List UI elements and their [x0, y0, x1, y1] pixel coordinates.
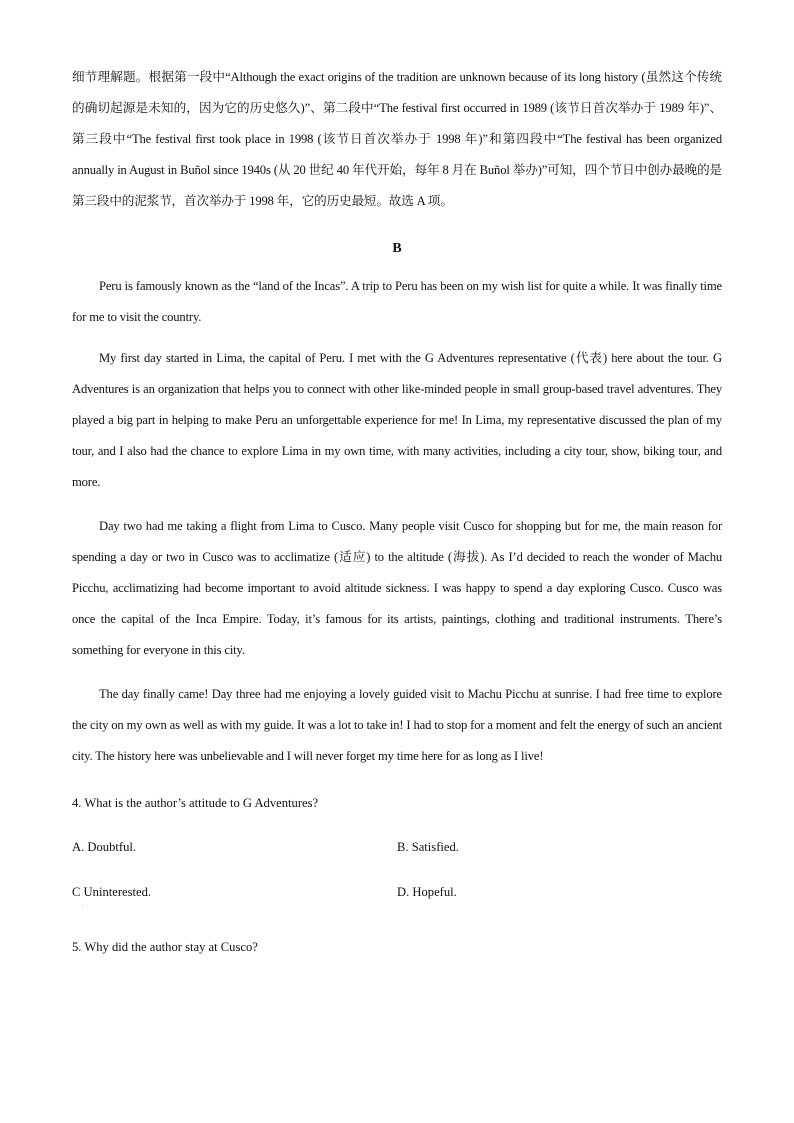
option-c[interactable]: C Uninterested.	[72, 885, 152, 899]
option-a[interactable]: A. Doubtful.	[72, 840, 137, 854]
section-heading: B	[392, 241, 402, 256]
answer-analysis: 细节理解题。根据第一段中“Although the exact origins of the tradition are unknown because of its long history (虽然这个传统的确切起源是未知的，因为它的历史悠久)”、第二段中“The festival first occurred in 1989 (该节日首次举办于 1989 年)”、第三段中“The festival first took place in 1998 (该节日首次举办于 1998 年)”和第四段中“The festival has been organized annually in August in Buñol since 1940s (从 20 世纪 40 年代开始，每年 8 月在 Buñol 举办)”可知，四个节日中创办最晚的是第三段中的泥浆节，首次举办于 1998 年，它的历史最短。故选 A 项。	[72, 70, 722, 208]
question-4-options-row-1	[72, 837, 722, 857]
passage-paragraph-4: The day finally came! Day three had me enjoying a lovely guided visit to Machu Picchu at sunrise. I had free time to explore the city on my own as well as with my guide. It was a lot to take in! I had to stop for a moment and felt the energy of such an ancient city. The history here was unbelievable and I will never forget my time here for as long as I live!	[72, 687, 722, 763]
passage-paragraph-3: Day two had me taking a flight from Lima to Cusco. Many people visit Cusco for shopping but for me, the main reason for spending a day or two in Cusco was to acclimatize (适应) to the altitude (海拔). As I’d decided to reach the wonder of Machu Picchu, acclimatizing had become important to avoid altitude sickness. I was happy to spend a day exploring Cusco. Cusco was once the capital of the Inca Empire. Today, it’s famous for its artists, paintings, clothing and traditional instruments. There’s something for everyone in this city.	[72, 519, 722, 657]
question-4-options-row-2	[72, 882, 722, 908]
passage-paragraph-2: My first day started in Lima, the capital of Peru. I met with the G Adventures representative (代表) here about the tour. G Adventures is an organization that helps you to connect with other like-minded people in small group-based travel adventures. They played a big part in helping to make Peru an unforgettable experience for me! In Lima, my representative discussed the plan of my tour, and I also had the chance to explore Lima in my own time, with many activities, including a city tour, show, biking tour, and more.	[72, 351, 722, 489]
stray-mark: .	[82, 902, 84, 908]
option-b[interactable]: B. Satisfied.	[397, 840, 459, 854]
question-4	[72, 793, 722, 908]
question-5	[72, 937, 722, 957]
passage-paragraph-1: Peru is famously known as the “land of the Incas”. A trip to Peru has been on my wish list for quite a while. It was finally time for me to visit the country.	[72, 279, 722, 324]
document-page	[72, 62, 722, 957]
option-d[interactable]: D. Hopeful.	[397, 885, 457, 899]
question-4-stem: 4. What is the author’s attitude to G Adventures?	[72, 796, 319, 810]
question-5-stem: 5. Why did the author stay at Cusco?	[72, 940, 258, 954]
